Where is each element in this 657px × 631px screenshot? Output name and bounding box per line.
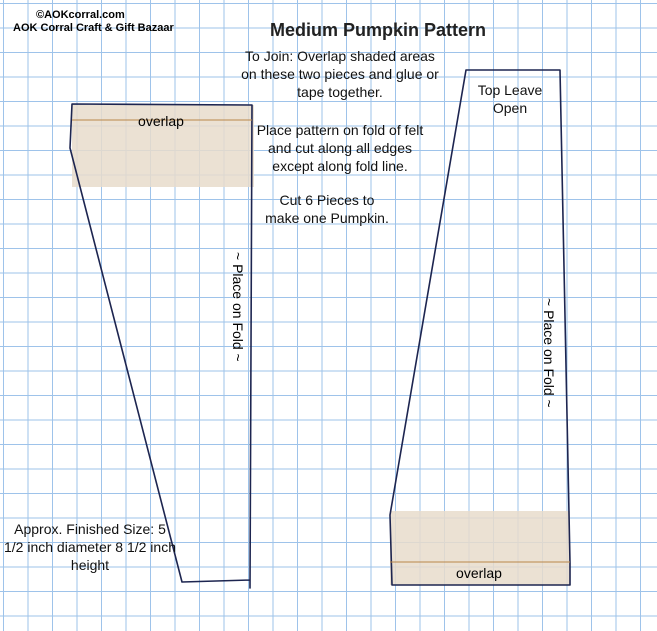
right-top-label: Top Leave Open	[477, 82, 543, 116]
finished-size-note: Approx. Finished Size: 5 1/2 inch diameter 8 1/2 inch height	[4, 521, 176, 573]
join-instruction: To Join: Overlap shaded areas on these two pieces and glue or tape together.	[241, 48, 439, 100]
shop-name: AOK Corral Craft & Gift Bazaar	[13, 22, 174, 34]
left-fold-label: ~ Place on Fold ~	[230, 252, 246, 362]
left-overlap-label: overlap	[138, 113, 184, 129]
right-overlap-label: overlap	[456, 565, 502, 581]
right-fold-label: ~ Place on Fold ~	[541, 298, 557, 408]
cut-instruction: Cut 6 Pieces to make one Pumpkin.	[265, 192, 389, 226]
copyright-text: ©AOKcorral.com	[36, 9, 125, 21]
fold-instruction: Place pattern on fold of felt and cut along all edges except along fold line.	[256, 122, 424, 174]
pattern-title: Medium Pumpkin Pattern	[270, 20, 487, 40]
